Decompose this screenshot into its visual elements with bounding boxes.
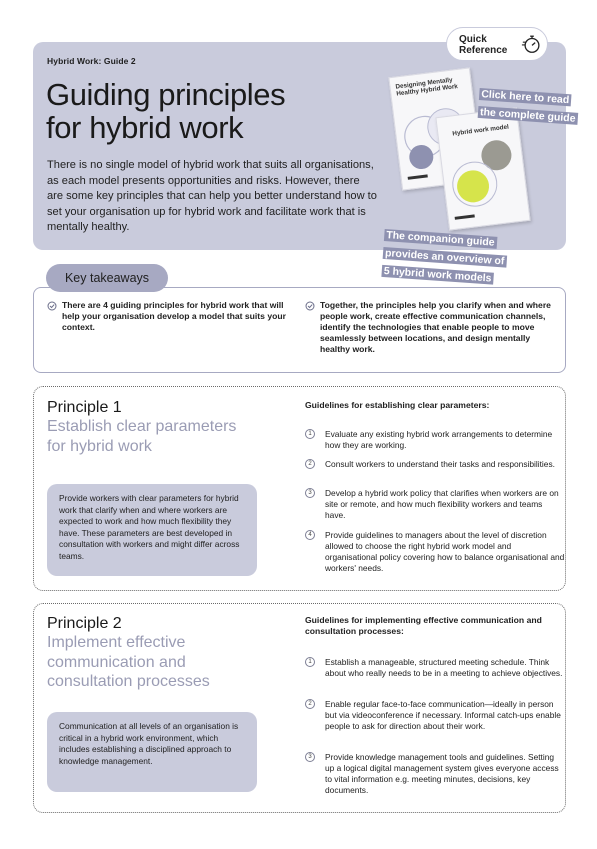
guideline-number-icon: 2 [305, 699, 315, 709]
guide-cover-title: Hybrid work model [452, 123, 510, 138]
takeaway-item: Together, the principles help you clarify when and where people work, create effective communication channels, identify the technologies that enable people to move seamlessly between locations, and design mentally healthy work. [320, 300, 551, 354]
page-title-line-1: Guiding principles [46, 77, 286, 112]
guideline-text: Evaluate any existing hybrid work arrangements to determine how they are working. [325, 429, 553, 450]
page-title [46, 78, 376, 144]
principle-subtitle [47, 417, 287, 456]
callout-line: provides an overview of [384, 247, 505, 268]
guide-cover-title: Designing Mentally Healthy Hybrid Work [395, 76, 459, 98]
guidelines-heading: Guidelines for establishing clear parameters: [305, 400, 490, 410]
principle-subtitle-line: consultation processes [47, 673, 210, 690]
principle-number: Principle 2 [47, 615, 122, 632]
guideline-text: Enable regular face-to-face communication—ideally in person but via videoconference if necessary. Informal catch-ups enable people to ask for direction about their work. [325, 699, 561, 731]
key-takeaways-label: Key takeaways [46, 264, 168, 292]
page-title-line-2: for hybrid work [46, 110, 244, 145]
principle-summary: Provide workers with clear parameters for hybrid work that clarify when and where workers are expected to work and how much flexibility they have. These parameters are best developed in consultation with workers and might differ across teams. [47, 484, 257, 576]
guideline-number-icon: 2 [305, 459, 315, 469]
guideline-number-icon: 4 [305, 530, 315, 540]
guidelines-heading: Guidelines for implementing effective communication and consultation processes: [305, 615, 542, 636]
guideline-text: Provide knowledge management tools and guidelines. Setting up a logical digital management system gives everyone access to vital information e.g. meeting minutes, decisions, key documents. [325, 752, 559, 795]
principle-number: Principle 1 [47, 399, 122, 416]
principle-subtitle-line: communication and [47, 653, 186, 671]
guide-cover-companion[interactable] [435, 107, 530, 230]
principle-subtitle-line: for hybrid work [47, 437, 152, 455]
read-guide-callout[interactable] [477, 84, 579, 127]
quick-reference-label [459, 35, 519, 56]
companion-guide-callout [381, 225, 514, 288]
guideline-text: Establish a manageable, structured meeting schedule. Think about who really needs to be in a meeting to achieve objectives. [325, 657, 563, 678]
guide-label: Hybrid Work: Guide 2 [47, 56, 136, 66]
principle-subtitle [47, 633, 287, 692]
guideline-number-icon: 1 [305, 657, 315, 667]
callout-line: The companion guide [385, 229, 495, 249]
guideline-number-icon: 3 [305, 488, 315, 498]
intro-paragraph: There is no single model of hybrid work that suits all organisations, as each model presents opportunities and risks. However, there are some key principles that can help you better understand how to set your organisation up for hybrid work and facilitate work that is mentally healthy. [47, 159, 377, 234]
callout-line: Click here to read [480, 88, 570, 107]
guideline-text: Provide guidelines to managers about the level of discretion allowed to choose the right hybrid work model and organisational policy covering how to balance organisational and workers' needs. [325, 530, 565, 573]
principle-subtitle-line: Establish clear parameters [47, 418, 237, 435]
callout-line: 5 hybrid work models [383, 265, 492, 285]
guideline-text: Develop a hybrid work policy that clarifies when workers are on site or remote, and how much flexibility workers and teams have. [325, 488, 559, 520]
tick-icon [305, 301, 315, 311]
quick-reference-line-1: Quick [459, 34, 487, 45]
guideline-text: Consult workers to understand their tasks and responsibilities. [325, 459, 555, 469]
principle-summary: Communication at all levels of an organisation is critical in a hybrid work environment, which includes establishing a disciplined approach to knowledge management. [47, 712, 257, 792]
tick-icon [47, 301, 57, 311]
stopwatch-icon [521, 33, 543, 55]
guideline-number-icon: 3 [305, 752, 315, 762]
quick-reference-line-2: Reference [459, 44, 508, 56]
callout-line: the complete guide [479, 106, 576, 125]
takeaway-item: There are 4 guiding principles for hybrid work that will help your organisation develop a model that suits your context. [62, 300, 286, 332]
principle-subtitle-line: Implement effective [47, 634, 186, 651]
guideline-number-icon: 1 [305, 429, 315, 439]
